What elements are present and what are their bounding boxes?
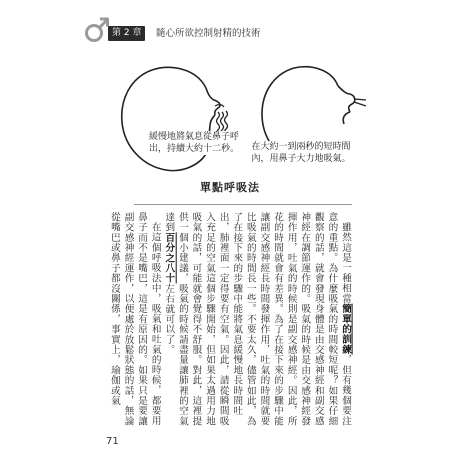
highlight-phrase: 百分之八十	[163, 232, 175, 284]
chapter-header	[84, 16, 404, 46]
section-divider	[134, 204, 352, 205]
body-text	[108, 212, 352, 430]
exhale-face-drawing	[122, 67, 228, 170]
inhale-caption: 在大約一到兩秒的短時間 內，用鼻子大力地吸氣。	[251, 142, 351, 164]
exhale-caption: 緩慢地將氣息從鼻子呼 出，持續大約十二秒。	[146, 131, 242, 155]
body-paragraph: 在這個呼吸法中，吸氣和吐氣的時候，都要用鼻子而不是嘴巴，這是有原因的。如果只是要讓副交感神經運作，以便處於放鬆狀態的話，無論從嘴巴或鼻子都沒關係，事實上，瑜伽或氣	[108, 212, 161, 427]
body-paragraph: 雖然這是一種相當簡單的訓練，但有幾個要注意的重點。為什麼吸氣的時間較短呢？如果仔細觀察的話，就會發現身體是由交感神經和副交感神經在調節運作的。吸氣的時候是由交感神經發揮作用，吐氣的時候則是副交感神經。因此，所花的時間就會有差異。為了在接下來的步驟中能讓副交感神經長時間發揮作用，吐氣的時間就要比吸氣的時間長一些。不要太久，儘管如此，為了在接下來的步驟中能將氣息緩慢地長時間吐出，肺裡面一定得要有空氣。因此，請從瞬間吸入充足的空氣這個步驟開始，但如果太過用力地吸氣的話，可能就會覺得不舒服。對此，這裡提供一個小建議，吸氣的時候請盡量讓肺裡的空氣達到百分之八十左右就可以了。	[163, 212, 351, 427]
section-title: 單點呼吸法	[200, 181, 260, 194]
page-number: 71	[106, 436, 119, 447]
male-symbol-icon	[84, 16, 110, 44]
highlight-phrase: 簡單的訓練	[340, 303, 351, 355]
chapter-title: 隨心所欲控制射精的技術	[156, 28, 261, 39]
chapter-label: 第 2 章	[108, 26, 145, 41]
